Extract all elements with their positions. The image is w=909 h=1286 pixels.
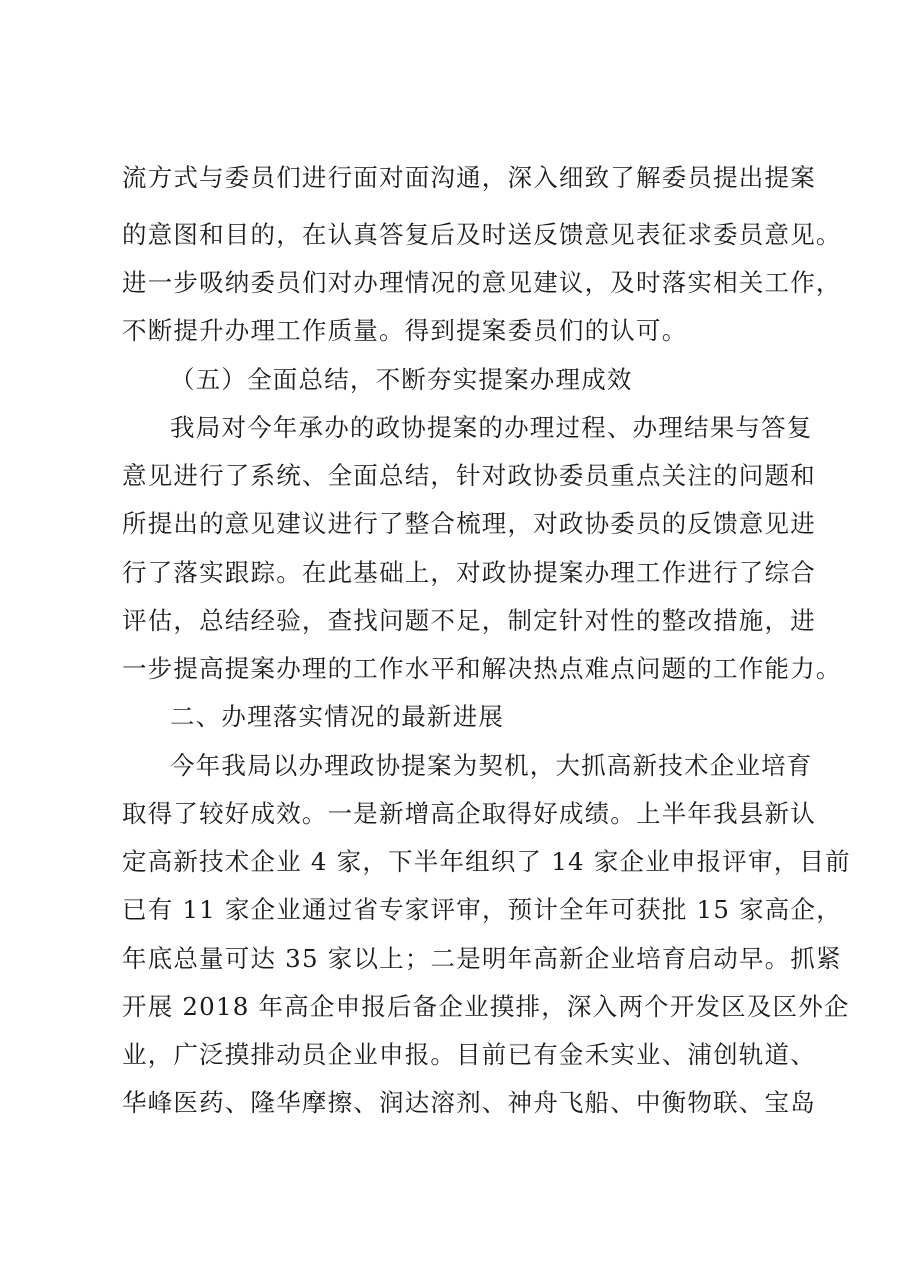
paragraph-line: 定高新技术企业 4 家，下半年组织了 14 家企业申报评审，目前 (122, 847, 851, 876)
paragraph-line: 一步提高提案办理的工作水平和解决热点难点问题的工作能力。 (122, 654, 842, 683)
paragraph-line: 华峰医药、隆华摩擦、润达溶剂、神舟飞船、中衡物联、宝岛 (122, 1088, 816, 1117)
paragraph-line: 行了落实跟踪。在此基础上，对政协提案办理工作进行了综合 (122, 558, 816, 587)
paragraph-line: 的意图和目的，在认真答复后及时送反馈意见表征求委员意见。 (122, 220, 842, 249)
paragraph-line: 开展 2018 年高企申报后备企业摸排，深入两个开发区及区外企 (122, 992, 850, 1021)
paragraph-line: 评估，总结经验，查找问题不足，制定针对性的整改措施，进 (122, 606, 816, 635)
paragraph-line: 所提出的意见建议进行了整合梳理，对政协委员的反馈意见进 (122, 509, 816, 538)
paragraph-line: 不断提升办理工作质量。得到提案委员们的认可。 (122, 316, 688, 345)
paragraph-line: 今年我局以办理政协提案为契机，大抓高新技术企业培育 (170, 751, 813, 780)
paragraph-line: 已有 11 家企业通过省专家评审，预计全年可获批 15 家高企， (122, 895, 842, 924)
paragraph-line: 取得了较好成效。一是新增高企取得好成绩。上半年我县新认 (122, 799, 816, 828)
paragraph-line: 意见进行了系统、全面总结，针对政协委员重点关注的问题和 (122, 461, 816, 490)
section-heading: （五）全面总结，不断夯实提案办理成效 (170, 365, 633, 394)
paragraph-line: 进一步吸纳委员们对办理情况的意见建议，及时落实相关工作， (122, 268, 842, 297)
paragraph-line: 业，广泛摸排动员企业申报。目前已有金禾实业、浦创轨道、 (122, 1040, 816, 1069)
paragraph-line: 年底总量可达 35 家以上；二是明年高新企业培育启动早。抓紧 (122, 944, 842, 973)
paragraph-line: 我局对今年承办的政协提案的办理过程、办理结果与答复 (170, 413, 813, 442)
section-heading: 二、办理落实情况的最新进展 (170, 702, 505, 731)
paragraph-line: 流方式与委员们进行面对面沟通，深入细致了解委员提出提案 (122, 163, 816, 192)
